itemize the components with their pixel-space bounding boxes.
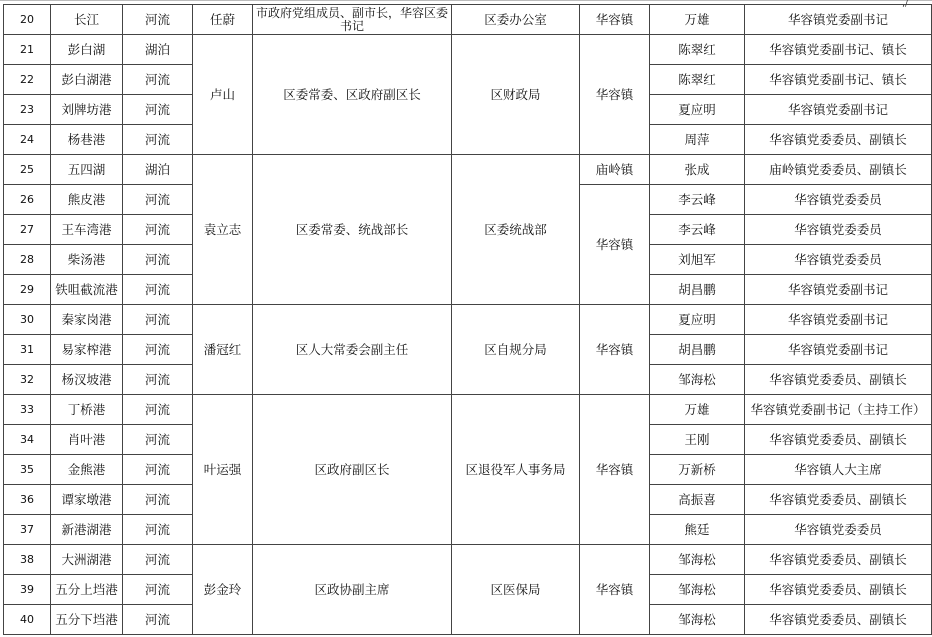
water-body-name-cell: 刘牌坊港 [51, 95, 123, 125]
row-number-cell: 24 [4, 125, 51, 155]
water-body-type-cell: 河流 [123, 395, 193, 425]
water-body-name-cell: 杨汊坡港 [51, 365, 123, 395]
liaison-department-cell: 区自规分局 [452, 305, 580, 395]
water-body-type-cell: 河流 [123, 485, 193, 515]
row-number-cell: 29 [4, 275, 51, 305]
water-body-type-cell: 河流 [123, 275, 193, 305]
row-number-cell: 31 [4, 335, 51, 365]
water-body-name-cell: 丁桥港 [51, 395, 123, 425]
town-cell: 华容镇 [580, 545, 650, 635]
table-row [4, 395, 932, 425]
row-number-cell: 21 [4, 35, 51, 65]
water-body-type-cell: 河流 [123, 575, 193, 605]
town-chief-name-cell: 熊廷 [650, 515, 745, 545]
table-row [4, 545, 932, 575]
row-number-cell: 32 [4, 365, 51, 395]
town-chief-name-cell: 邹海松 [650, 605, 745, 635]
water-body-type-cell: 湖泊 [123, 35, 193, 65]
district-leader-cell: 叶运强 [193, 395, 253, 545]
town-chief-role-cell: 华容镇党委委员、副镇长 [745, 425, 932, 455]
town-chief-role-cell: 华容镇党委委员 [745, 185, 932, 215]
row-number-cell: 25 [4, 155, 51, 185]
water-body-name-cell: 大洲湖港 [51, 545, 123, 575]
town-chief-name-cell: 高振喜 [650, 485, 745, 515]
leader-title-cell: 区委常委、统战部长 [253, 155, 452, 305]
town-chief-role-cell: 华容镇党委副书记 [745, 95, 932, 125]
town-chief-role-cell: 华容镇党委委员 [745, 245, 932, 275]
leader-title-cell: 市政府党组成员、副市长，华容区委书记 [253, 5, 452, 35]
row-number-cell: 30 [4, 305, 51, 335]
table-row [4, 5, 932, 35]
water-body-type-cell: 河流 [123, 185, 193, 215]
water-body-name-cell: 王车湾港 [51, 215, 123, 245]
town-chief-role-cell: 华容镇人大主席 [745, 455, 932, 485]
water-body-type-cell: 河流 [123, 335, 193, 365]
water-body-name-cell: 金熊港 [51, 455, 123, 485]
town-cell: 华容镇 [580, 305, 650, 395]
liaison-department-cell: 区委统战部 [452, 155, 580, 305]
row-number-cell: 20 [4, 5, 51, 35]
district-leader-cell: 彭金玲 [193, 545, 253, 635]
row-number-cell: 40 [4, 605, 51, 635]
water-body-name-cell: 五分下垱港 [51, 605, 123, 635]
town-chief-name-cell: 周萍 [650, 125, 745, 155]
water-body-name-cell: 新港湖港 [51, 515, 123, 545]
town-chief-role-cell: 庙岭镇党委委员、副镇长 [745, 155, 932, 185]
water-body-type-cell: 河流 [123, 215, 193, 245]
row-number-cell: 37 [4, 515, 51, 545]
row-number-cell: 23 [4, 95, 51, 125]
town-chief-role-cell: 华容镇党委委员、副镇长 [745, 575, 932, 605]
water-body-name-cell: 长江 [51, 5, 123, 35]
table-row [4, 305, 932, 335]
water-body-name-cell: 谭家墩港 [51, 485, 123, 515]
town-chief-name-cell: 夏应明 [650, 95, 745, 125]
row-number-cell: 34 [4, 425, 51, 455]
town-cell: 华容镇 [580, 5, 650, 35]
town-cell: 华容镇 [580, 35, 650, 155]
town-chief-name-cell: 胡昌鹏 [650, 275, 745, 305]
town-chief-name-cell: 邹海松 [650, 575, 745, 605]
water-body-name-cell: 秦家岗港 [51, 305, 123, 335]
water-body-name-cell: 肖叶港 [51, 425, 123, 455]
town-cell: 华容镇 [580, 185, 650, 305]
leader-title-cell: 区委常委、区政府副区长 [253, 35, 452, 155]
town-chief-role-cell: 华容镇党委副书记（主持工作） [745, 395, 932, 425]
liaison-department-cell: 区退役军人事务局 [452, 395, 580, 545]
water-body-type-cell: 河流 [123, 605, 193, 635]
town-chief-role-cell: 华容镇党委副书记 [745, 5, 932, 35]
leader-title-cell: 区人大常委会副主任 [253, 305, 452, 395]
town-chief-name-cell: 邹海松 [650, 545, 745, 575]
river-chief-table [3, 4, 932, 635]
district-leader-cell: 袁立志 [193, 155, 253, 305]
town-chief-role-cell: 华容镇党委委员、副镇长 [745, 125, 932, 155]
water-body-type-cell: 河流 [123, 65, 193, 95]
table-body [4, 5, 932, 635]
water-body-name-cell: 铁咀截流港 [51, 275, 123, 305]
town-chief-role-cell: 华容镇党委委员、副镇长 [745, 365, 932, 395]
town-chief-role-cell: 华容镇党委副书记、镇长 [745, 35, 932, 65]
town-chief-role-cell: 华容镇党委委员、副镇长 [745, 545, 932, 575]
water-body-name-cell: 杨巷港 [51, 125, 123, 155]
town-chief-role-cell: 华容镇党委副书记 [745, 305, 932, 335]
water-body-type-cell: 河流 [123, 95, 193, 125]
row-number-cell: 36 [4, 485, 51, 515]
row-number-cell: 22 [4, 65, 51, 95]
town-cell: 庙岭镇 [580, 155, 650, 185]
table-row [4, 35, 932, 65]
town-cell: 华容镇 [580, 395, 650, 545]
district-leader-cell: 潘冠红 [193, 305, 253, 395]
town-chief-name-cell: 陈翠红 [650, 35, 745, 65]
water-body-type-cell: 河流 [123, 515, 193, 545]
row-number-cell: 35 [4, 455, 51, 485]
town-chief-name-cell: 刘旭军 [650, 245, 745, 275]
district-leader-cell: 卢山 [193, 35, 253, 155]
district-leader-cell: 任蔚 [193, 5, 253, 35]
water-body-name-cell: 五四湖 [51, 155, 123, 185]
row-number-cell: 33 [4, 395, 51, 425]
water-body-name-cell: 熊皮港 [51, 185, 123, 215]
water-body-name-cell: 彭白湖 [51, 35, 123, 65]
water-body-type-cell: 河流 [123, 245, 193, 275]
town-chief-role-cell: 华容镇党委副书记 [745, 335, 932, 365]
town-chief-name-cell: 万雄 [650, 395, 745, 425]
town-chief-role-cell: 华容镇党委委员 [745, 215, 932, 245]
town-chief-name-cell: 张成 [650, 155, 745, 185]
row-number-cell: 27 [4, 215, 51, 245]
water-body-type-cell: 河流 [123, 5, 193, 35]
town-chief-name-cell: 夏应明 [650, 305, 745, 335]
town-chief-name-cell: 胡昌鹏 [650, 335, 745, 365]
top-edge-rule [0, 0, 932, 1]
water-body-type-cell: 河流 [123, 545, 193, 575]
row-number-cell: 38 [4, 545, 51, 575]
town-chief-role-cell: 华容镇党委委员、副镇长 [745, 605, 932, 635]
town-chief-role-cell: 华容镇党委副书记、镇长 [745, 65, 932, 95]
cropped-mark: ,/ [902, 0, 908, 9]
town-chief-name-cell: 万新桥 [650, 455, 745, 485]
town-chief-name-cell: 邹海松 [650, 365, 745, 395]
town-chief-name-cell: 李云峰 [650, 215, 745, 245]
water-body-type-cell: 河流 [123, 425, 193, 455]
water-body-type-cell: 河流 [123, 365, 193, 395]
town-chief-role-cell: 华容镇党委委员、副镇长 [745, 485, 932, 515]
leader-title-cell: 区政府副区长 [253, 395, 452, 545]
liaison-department-cell: 区财政局 [452, 35, 580, 155]
water-body-name-cell: 柴汤港 [51, 245, 123, 275]
town-chief-name-cell: 陈翠红 [650, 65, 745, 95]
town-chief-name-cell: 王刚 [650, 425, 745, 455]
water-body-type-cell: 河流 [123, 305, 193, 335]
town-chief-name-cell: 李云峰 [650, 185, 745, 215]
table-row [4, 155, 932, 185]
leader-title-cell: 区政协副主席 [253, 545, 452, 635]
row-number-cell: 26 [4, 185, 51, 215]
town-chief-role-cell: 华容镇党委委员 [745, 515, 932, 545]
liaison-department-cell: 区委办公室 [452, 5, 580, 35]
town-chief-name-cell: 万雄 [650, 5, 745, 35]
water-body-type-cell: 湖泊 [123, 155, 193, 185]
water-body-name-cell: 易家榨港 [51, 335, 123, 365]
water-body-name-cell: 彭白湖港 [51, 65, 123, 95]
water-body-name-cell: 五分上垱港 [51, 575, 123, 605]
water-body-type-cell: 河流 [123, 455, 193, 485]
row-number-cell: 28 [4, 245, 51, 275]
row-number-cell: 39 [4, 575, 51, 605]
liaison-department-cell: 区医保局 [452, 545, 580, 635]
water-body-type-cell: 河流 [123, 125, 193, 155]
town-chief-role-cell: 华容镇党委副书记 [745, 275, 932, 305]
